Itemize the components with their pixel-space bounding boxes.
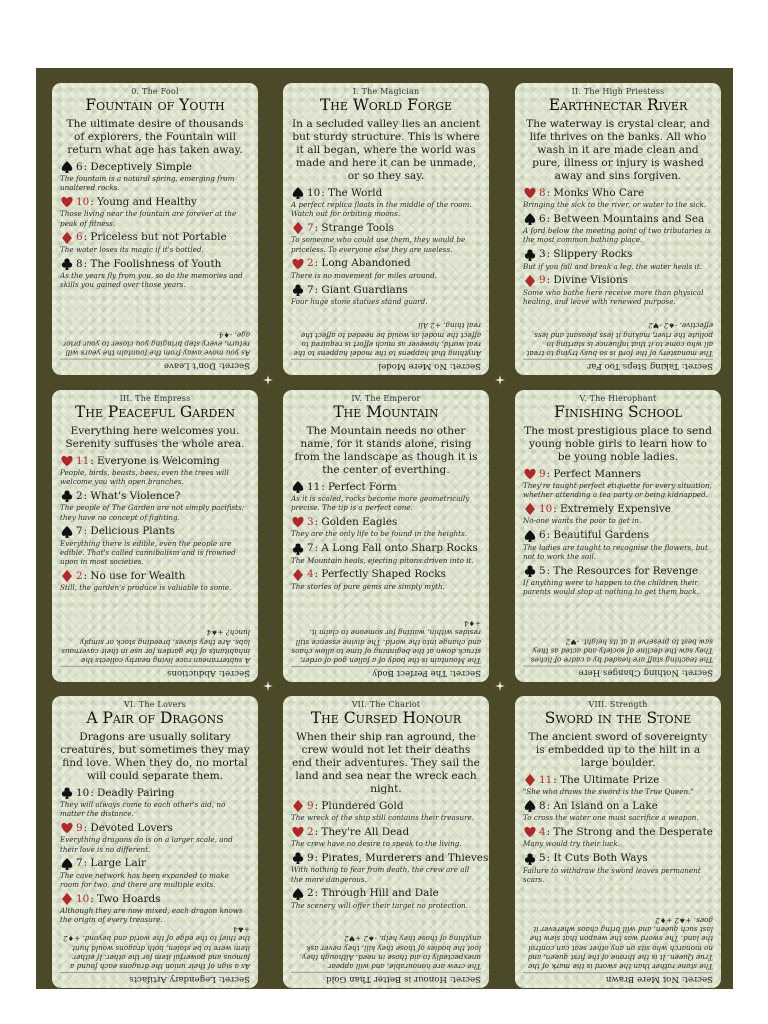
diamond-icon	[291, 221, 305, 235]
entry-description: The ladies are taught to recognise the flowers, but not to work the soil.	[523, 542, 708, 561]
arcana-label: IV. The Emperor	[351, 394, 421, 403]
entry-label: : Plundered Gold	[314, 799, 404, 812]
entry-title	[523, 529, 713, 543]
entry-description: With nothing to fear from death, the crew are all the more dangerous.	[291, 865, 470, 884]
card-entry	[523, 825, 713, 848]
entry-number: 10	[539, 502, 553, 515]
card-entry	[60, 569, 250, 592]
entry-number: 8	[539, 186, 546, 199]
entry-label: : Slippery Rocks	[546, 248, 633, 261]
encounter-card	[515, 696, 721, 988]
secret-title: Secret: Honour is Better Than Gold	[291, 972, 481, 984]
card-entry	[60, 892, 250, 924]
arcana-label: V. The Hierophant	[579, 394, 657, 403]
entry-label: : What's Violence?	[83, 489, 181, 502]
card-entry	[60, 857, 250, 889]
heart-icon	[60, 454, 74, 468]
cut-mark	[495, 370, 505, 380]
card-body	[60, 87, 250, 371]
spade-icon	[291, 186, 305, 200]
entry-number: 10	[76, 195, 90, 208]
entry-title	[291, 257, 481, 271]
entry-label: : The World	[321, 186, 383, 199]
card-secret	[291, 619, 481, 678]
entry-description: If anything were to happen to the children their parents would stop at nothing to get them back.	[523, 578, 699, 597]
entry-description: Everything dragons do is on a larger scale, and their love is no different.	[60, 835, 233, 854]
diamond-icon	[291, 568, 305, 582]
entry-description: As the years fly from you, so do the memories and skills you gained over those years.	[60, 271, 243, 290]
entry-number: 6	[539, 529, 546, 542]
card-entry	[291, 480, 481, 512]
secret-text: The monastery of the ford is so busy trying to treat all who come to it that influence is starting to pollute the river, making it less pleasant and less effective. -♠2 -♥2	[526, 321, 713, 358]
entry-label: : The Strong and the Desperate	[546, 825, 713, 838]
entry-description: The stories of pure gems are simply myth.	[291, 581, 445, 591]
card-entry	[60, 454, 250, 486]
entry-description: Four huge stone statues stand guard.	[291, 297, 428, 307]
card-intro: Dragons are usually solitary creatures, but sometimes they may find love. When they do, no mortal will could separate them.	[60, 731, 250, 782]
entry-description: Although they are now mixed, each dragon knows the origin of every treasure.	[60, 906, 243, 925]
entry-title	[60, 160, 250, 174]
diamond-icon	[523, 274, 537, 288]
secret-title: Secret: Don't Leave	[60, 359, 250, 371]
card-entry	[291, 283, 481, 306]
club-icon	[60, 257, 74, 271]
card-secret	[291, 321, 481, 371]
entry-number: 2	[307, 257, 314, 270]
card-title: Earthnectar River	[548, 96, 688, 114]
entry-number: 9	[76, 821, 83, 834]
heart-icon	[523, 467, 537, 481]
entry-number: 10	[76, 892, 90, 905]
entry-title	[60, 489, 250, 503]
entry-label: : Everyone is Welcoming	[90, 454, 220, 467]
card-entry	[291, 257, 481, 280]
card-entry	[523, 274, 713, 306]
card-intro: The ancient sword of sovereignty is embedded up to the hilt in a large boulder.	[528, 731, 708, 769]
heart-icon	[523, 186, 537, 200]
entry-label: : Golden Eagles	[314, 515, 398, 528]
card-entry	[60, 195, 250, 227]
entry-number: 10	[76, 786, 90, 799]
encounter-card	[283, 390, 489, 682]
entry-number: 3	[539, 248, 546, 261]
entry-description: They're taught perfect etiquette for every situation, whether attending a tea party or being kidnapped.	[523, 481, 712, 500]
entry-title	[291, 283, 481, 297]
entry-title	[291, 515, 481, 529]
club-icon	[291, 283, 305, 297]
entry-number: 5	[539, 564, 546, 577]
entry-title	[291, 221, 481, 235]
spade-icon	[291, 480, 305, 494]
entry-description: As it is scaled, rocks become more geometrically precise. The tip is a perfect cone.	[291, 494, 470, 513]
entry-number: 4	[539, 825, 546, 838]
arcana-label: 0. The Fool	[131, 87, 179, 96]
card-title: The Mountain	[333, 403, 439, 421]
entry-number: 4	[307, 568, 314, 581]
diamond-icon	[523, 502, 537, 516]
entry-label: : Perfect Manners	[546, 467, 642, 480]
arcana-label: III. The Empress	[119, 394, 191, 403]
entry-description: To cross the water one must sacrifice a weapon.	[523, 813, 699, 823]
card-secret	[60, 628, 250, 678]
card-entry	[60, 257, 250, 289]
entry-title	[60, 525, 250, 539]
card-entry	[60, 786, 250, 818]
entry-number: 5	[539, 852, 546, 865]
entry-number: 9	[307, 799, 314, 812]
entry-title	[60, 231, 250, 245]
card-title: Sword in the Stone	[544, 709, 692, 727]
entry-title	[523, 212, 713, 226]
heart-icon	[60, 195, 74, 209]
secret-text: The crew are honourable, and will appear unexpectedly to aid those in need. Although they loot the bodies of those they kill, they never ask anything of those they help. -♠2 +♥2	[302, 934, 481, 971]
club-icon	[291, 851, 305, 865]
entry-label: : Monks Who Care	[546, 186, 645, 199]
entry-label: : Through Hill and Dale	[314, 887, 439, 900]
entry-label: : Young and Healthy	[90, 195, 197, 208]
entry-label: : An Island on a Lake	[546, 799, 658, 812]
secret-text: The teaching staff are headed by a cadre of liches. They saw the decline of society and acted as they saw best to preserve it at its height. -♥2	[528, 637, 713, 665]
entry-title	[291, 568, 481, 582]
card-entry	[523, 248, 713, 271]
entry-label: : Perfect Form	[321, 480, 397, 493]
entry-label: : Divine Visions	[546, 274, 628, 287]
entry-title	[523, 502, 713, 516]
entry-label: : The Ultimate Prize	[553, 773, 660, 786]
encounter-card	[52, 390, 258, 682]
secret-text: A subterranean race living nearby collects the inhabitants of the garden for use in their cavernous labs. Are they slaves, breeding stock or simply lunch? +♠4	[61, 628, 250, 665]
entry-description: The wreck of the ship still contains their treasure.	[291, 813, 475, 822]
entry-description: No-one wants the poor to get in.	[523, 516, 642, 526]
entry-label: : Pirates, Murderers and Thieves	[314, 851, 489, 864]
entry-label: : Deceptively Simple	[83, 160, 192, 173]
card-entry	[291, 568, 481, 591]
spade-icon	[523, 529, 537, 543]
entry-label: : Deadly Pairing	[90, 786, 175, 799]
entry-title	[523, 773, 713, 787]
entry-title	[523, 825, 713, 839]
entry-label: : The Resources for Revenge	[546, 564, 699, 577]
entry-label: : No use for Wealth	[83, 569, 186, 582]
entry-title	[523, 799, 713, 813]
entry-label: : Long Abandoned	[314, 257, 411, 270]
card-title: The World Forge	[319, 96, 453, 114]
card-intro: When their ship ran aground, the crew would not let their deaths end their adventures. They sail the land and sea near the wreck each night.	[292, 731, 480, 795]
entry-title	[291, 542, 481, 556]
arcana-label: II. The High Priestess	[571, 87, 665, 96]
entry-description: There is no movement for miles around.	[291, 270, 438, 280]
arcana-label: VIII. Strength	[588, 700, 648, 709]
card-entry	[291, 887, 481, 910]
entry-description: They will always come to each other's aid, no matter the distance.	[60, 800, 226, 819]
entry-title	[291, 887, 481, 901]
entry-number: 9	[539, 274, 546, 287]
entry-description: The fountain is a natural spring, emerging from unaltered rocks.	[60, 174, 235, 193]
card-title: Fountain of Youth	[85, 96, 225, 114]
diamond-icon	[60, 892, 74, 906]
entry-title	[60, 821, 250, 835]
heart-icon	[523, 825, 537, 839]
entry-number: 11	[307, 480, 321, 493]
entry-number: 9	[539, 467, 546, 480]
entry-description: The people of The Garden are not simply pacifists; they have no concept of fighting.	[60, 503, 245, 522]
diamond-icon	[60, 569, 74, 583]
entry-title	[60, 257, 250, 271]
entry-description: The Mountain heals, ejecting pitons driven into it.	[291, 555, 474, 565]
card-entry	[291, 515, 481, 538]
entry-number: 9	[307, 851, 314, 864]
secret-text: The stone rather than the sword is the mark of the True Queen. It is the throne of the first queen, and no monarch who sits on any other seat can control the land. The sword was the weapon that slew the last such queen, and will bring chaos wherever it goes. +♠2 +♦2	[527, 915, 713, 971]
cut-mark	[495, 676, 505, 686]
encounter-card	[52, 696, 258, 988]
cut-mark	[263, 370, 273, 380]
entry-description: A perfect replica floats in the middle of the room. Watch out for orbiting moons.	[291, 200, 472, 219]
entry-title	[60, 786, 250, 800]
card-intro: The Mountain needs no other name, for it stands alone, rising from the landscape as though it is the center of everthing.	[294, 425, 478, 476]
entry-description: Everything there is edible, even the people are edible. That's called cannibalism and is frowned upon in most societies.	[60, 538, 236, 567]
secret-title: Secret: The Perfect Body	[291, 666, 481, 678]
card-entry	[291, 542, 481, 565]
entry-title	[523, 274, 713, 288]
entry-description: People, birds, beasts, bees, even the trees will welcome you with open branches.	[60, 468, 229, 487]
card-secret	[523, 321, 713, 371]
entry-title	[523, 564, 713, 578]
card-entry	[291, 221, 481, 253]
encounter-card	[283, 696, 489, 988]
card-intro: In a secluded valley lies an ancient but sturdy structure. This is where it all began, where the world was made and here it can be unmade, or so they say.	[292, 118, 480, 182]
encounter-card	[515, 83, 721, 375]
entry-number: 7	[76, 525, 83, 538]
entry-title	[291, 480, 481, 494]
card-body	[523, 394, 713, 678]
entry-description: They are the only life to be found in the heights.	[291, 529, 468, 539]
club-icon	[523, 852, 537, 866]
entry-description: "She who draws the sword is the True Queen."	[523, 787, 694, 796]
entry-label: : Beautiful Gardens	[546, 529, 650, 542]
arcana-label: VII. The Chariot	[351, 700, 421, 709]
card-title: The Cursed Honour	[310, 709, 462, 727]
entry-title	[291, 186, 481, 200]
entry-description: Still, the garden's produce is valuable to some.	[60, 583, 232, 593]
card-entry	[523, 212, 713, 244]
entry-title	[523, 248, 713, 262]
secret-text: As you move away from the fountain the years will return, every step bringing you closer to your prior age. -♦4	[62, 330, 250, 358]
entry-number: 2	[76, 489, 83, 502]
card-entry	[60, 821, 250, 853]
card-entry	[523, 799, 713, 822]
card-entry	[523, 773, 713, 796]
card-title: A Pair of Dragons	[86, 709, 224, 727]
card-entry	[523, 186, 713, 209]
entry-description: The water loses its magic if it's bottled.	[60, 244, 204, 254]
entry-title	[60, 454, 250, 468]
card-entry	[291, 825, 481, 848]
card-secret	[60, 330, 250, 371]
entry-label: : Large Lair	[83, 857, 146, 870]
secret-title: Secret: Taking Steps Too Far	[523, 359, 713, 371]
card-entry	[523, 502, 713, 525]
entry-label: : It Cuts Both Ways	[546, 852, 648, 865]
heart-icon	[291, 257, 305, 271]
card-entry	[291, 186, 481, 218]
entry-title	[60, 195, 250, 209]
diamond-icon	[60, 231, 74, 245]
entry-title	[60, 569, 250, 583]
spade-icon	[60, 160, 74, 174]
entry-number: 7	[307, 221, 314, 234]
card-intro: Everything here welcomes you. Serenity suffuses the whole area.	[65, 425, 245, 450]
encounter-card	[52, 83, 258, 375]
entry-description: The crew have no desire to speak to the living.	[291, 839, 462, 849]
club-icon	[60, 786, 74, 800]
card-entry	[291, 851, 489, 884]
card-intro: The waterway is crystal clear, and life thrives on the banks. All who wash in it are made clean and pure, illness or injury is washed away and sins forgiven.	[526, 118, 710, 182]
entry-description: But if you fall and break a leg, the water heals it.	[523, 261, 703, 271]
card-entry	[291, 799, 481, 822]
entry-number: 6	[76, 160, 83, 173]
entry-description: Bringing the sick to the river, or water to the sick.	[523, 200, 707, 209]
secret-title: Secret: Not Mere Brawn	[523, 972, 713, 984]
entry-number: 3	[307, 515, 314, 528]
spade-icon	[60, 857, 74, 871]
card-title: Finishing School	[554, 403, 682, 421]
entry-number: 11	[76, 454, 90, 467]
entry-label: : Perfectly Shaped Rocks	[314, 568, 446, 581]
entry-description: The scenery will offer their target no protection.	[291, 900, 468, 910]
secret-title: Secret: Abductions	[60, 666, 250, 678]
entry-label: : Strange Tools	[314, 221, 394, 234]
spade-icon	[523, 799, 537, 813]
club-icon	[523, 248, 537, 262]
encounter-card	[283, 83, 489, 375]
club-icon	[291, 542, 305, 556]
entry-number: 10	[307, 186, 321, 199]
entry-number: 7	[307, 283, 314, 296]
secret-title: Secret: Nothing Changes Here	[523, 666, 713, 678]
entry-number: 11	[539, 773, 553, 786]
card-entry	[523, 852, 713, 884]
entry-label: : They're All Dead	[314, 825, 410, 838]
spade-icon	[523, 212, 537, 226]
spade-icon	[291, 887, 305, 901]
entry-label: : Devoted Lovers	[83, 821, 173, 834]
entry-description: A ford below the meeting point of two tributaries is the most common bathing place.	[523, 226, 711, 245]
entry-number: 2	[307, 887, 314, 900]
secret-title: Secret: Legendary Artifacts	[60, 972, 250, 984]
entry-description: The cave network has been expanded to make room for two, and there are multiple exits.	[60, 870, 229, 890]
entry-number: 6	[539, 212, 546, 225]
entry-title	[523, 186, 713, 200]
card-entry	[523, 564, 713, 596]
secret-text: The Mountain is the body of a fallen god of order, struck down at the beginning of time to allow chaos and change into the world. The divine essence still resides within, waiting for someone to claim it. +♦4	[291, 619, 481, 665]
entry-label: : Giant Guardians	[314, 283, 408, 296]
club-icon	[523, 564, 537, 578]
encounter-card	[515, 390, 721, 682]
secret-text: As a sign of their union the dragons each found a famous and powerful item for the other. If either item were to be stolen, both dragons would hunt the thief to the edge of the world and beyond. +♦2 +♣4	[63, 925, 250, 971]
entry-title	[291, 799, 481, 813]
spade-icon	[60, 525, 74, 539]
secret-title: Secret: No Mere Model	[291, 359, 481, 371]
card-entry	[60, 160, 250, 192]
entry-number: 8	[539, 799, 546, 812]
heart-icon	[291, 825, 305, 839]
club-icon	[60, 489, 74, 503]
entry-title	[523, 852, 713, 866]
diamond-icon	[523, 773, 537, 787]
entry-description: Many would try their luck.	[523, 839, 620, 849]
entry-label: : Priceless but not Portable	[83, 231, 227, 244]
entry-label: : The Foolishness of Youth	[83, 257, 222, 270]
entry-number: 7	[76, 857, 83, 870]
card-entry	[60, 489, 250, 521]
card-intro: The most prestigious place to send young noble girls to learn how to be young noble ladies.	[524, 425, 712, 463]
entry-title	[523, 467, 713, 481]
cut-mark	[263, 676, 273, 686]
diamond-icon	[291, 799, 305, 813]
entry-label: : Two Hoards	[90, 892, 161, 905]
card-entry	[60, 231, 250, 254]
arcana-label: VI. The Lovers	[124, 700, 186, 709]
entry-description: Failure to withdraw the sword leaves permanent scars.	[523, 865, 701, 884]
entry-number: 7	[307, 542, 314, 555]
card-entry	[60, 525, 250, 567]
heart-icon	[291, 515, 305, 529]
entry-title	[291, 851, 489, 865]
entry-description: Some who bathe here receive more than physical healing, and leave with renewed purpose.	[523, 287, 704, 307]
entry-number: 2	[76, 569, 83, 582]
card-title: The Peaceful Garden	[75, 403, 235, 421]
card-secret	[523, 637, 713, 678]
entry-label: : Extremely Expensive	[553, 502, 671, 515]
entry-description: To someone who could use them, they would be priceless. To everyone else they are useless.	[291, 235, 466, 254]
entry-title	[60, 857, 250, 871]
card-entry	[523, 467, 713, 499]
entry-label: : Delicious Plants	[83, 525, 175, 538]
entry-title	[291, 825, 481, 839]
card-secret	[291, 934, 481, 984]
card-secret	[523, 916, 713, 984]
entry-label: : A Long Fall onto Sharp Rocks	[314, 542, 478, 555]
card-secret	[60, 925, 250, 984]
card-intro: The ultimate desire of thousands of explorers, the Fountain will return what age has taken away.	[66, 118, 244, 156]
heart-icon	[60, 821, 74, 835]
entry-number: 6	[76, 231, 83, 244]
entry-title	[60, 892, 250, 906]
arcana-label: I. The Magician	[352, 87, 420, 96]
entry-number: 2	[307, 825, 314, 838]
secret-text: Anything that happens to the model happens to the real world, however as much effort is required to affect the model as would be needed to affect the real thing. +2 All	[293, 321, 481, 358]
entry-number: 8	[76, 257, 83, 270]
entry-description: Those living near the fountain are forever at the peak of fitness.	[60, 209, 237, 228]
card-entry	[523, 529, 713, 561]
entry-label: : Between Mountains and Sea	[546, 212, 705, 225]
